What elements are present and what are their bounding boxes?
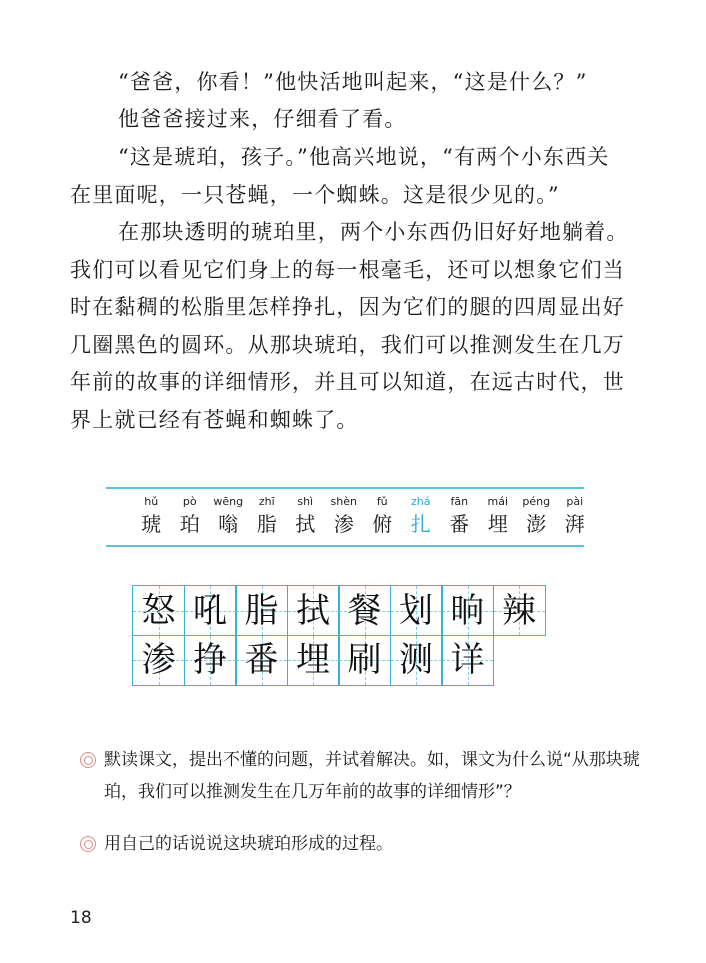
pinyin: mái xyxy=(487,495,508,508)
pinyin: péng xyxy=(522,495,551,508)
pinyin: wēng xyxy=(213,495,244,508)
pinyin: shì xyxy=(297,495,314,508)
hanzi: 扎 xyxy=(410,512,431,536)
hanzi: 拭 xyxy=(295,512,316,536)
pinyin-word xyxy=(171,495,210,537)
hanzi: 琥 xyxy=(141,512,162,536)
grid-cell xyxy=(287,585,340,636)
hanzi: 嗡 xyxy=(218,512,239,536)
pinyin-word xyxy=(363,495,402,537)
grid-cell xyxy=(132,585,185,636)
grid-cell xyxy=(441,585,494,636)
hanzi: 番 xyxy=(449,512,470,536)
exercise-1 xyxy=(80,744,640,808)
grid-character: 晌 xyxy=(450,590,485,631)
pinyin: fān xyxy=(450,495,469,508)
pinyin-word xyxy=(286,495,325,537)
pinyin-word xyxy=(132,495,171,537)
pinyin-word xyxy=(440,495,479,537)
hanzi: 湃 xyxy=(564,512,585,536)
grid-cell xyxy=(287,635,340,686)
hanzi: 澎 xyxy=(526,512,547,536)
paragraph-2: 他爸爸接过来，仔细看了看。 xyxy=(118,107,407,131)
grid-character: 挣 xyxy=(193,640,227,680)
writing-grid xyxy=(132,585,544,684)
paragraph-4: 在那块透明的琥珀里，两个小东西仍旧好好地躺着。我们可以看见它们身上的每一根毫毛，还可以想象它们当时在黏稠的松脂里怎样挣扎，因为它们的腿的四周显出好几圈黑色的圆环。从那块琥珀，我们可以推测发生在几万年前的故事的详细情形，并且可以知道，在远古时代，世界上就已经有苍蝇和蜘蛛了。 xyxy=(70,220,629,432)
grid-character: 脂 xyxy=(244,590,279,631)
circle-marker-icon xyxy=(80,836,96,852)
grid-character: 餐 xyxy=(347,590,382,631)
grid-character: 划 xyxy=(399,590,433,631)
grid-character: 刷 xyxy=(347,640,382,680)
pinyin-word xyxy=(209,495,248,537)
hanzi: 埋 xyxy=(487,512,508,536)
grid-cell xyxy=(338,635,391,686)
grid-cell xyxy=(235,585,288,636)
pinyin: pài xyxy=(566,495,584,508)
circle-marker-icon xyxy=(80,752,96,768)
top-divider xyxy=(106,487,584,489)
grid-cell xyxy=(184,585,237,636)
pinyin-word xyxy=(517,495,556,537)
exercise-2 xyxy=(80,828,640,860)
pinyin-word xyxy=(248,495,287,537)
grid-cell xyxy=(338,585,391,636)
grid-cell xyxy=(390,585,443,636)
grid-cell xyxy=(235,635,288,686)
new-words-pinyin-box xyxy=(106,487,584,547)
pinyin: shèn xyxy=(330,495,357,508)
hanzi: 珀 xyxy=(179,512,200,536)
pinyin: zhī xyxy=(258,495,275,508)
pinyin-word xyxy=(325,495,364,537)
pinyin-word-highlighted xyxy=(402,495,441,537)
pinyin-word xyxy=(556,495,595,537)
grid-cell xyxy=(132,635,185,686)
hanzi: 渗 xyxy=(333,512,354,536)
grid-character: 埋 xyxy=(296,640,330,680)
pinyin: zhá xyxy=(411,495,431,508)
grid-cell xyxy=(390,635,443,686)
hanzi: 脂 xyxy=(256,512,277,536)
exercise-text: 默读课文，提出不懂的问题，并试着解决。如，课文为什么说“从那块琥珀，我们可以推测发生在几万年前的故事的详细情形”？ xyxy=(104,750,640,802)
grid-character: 详 xyxy=(450,640,485,680)
paragraph-3: “这是琥珀，孩子。”他高兴地说，“有两个小东西关在里面呢，一只苍蝇，一个蜘蛛。这是很少见的。” xyxy=(70,145,610,207)
hanzi: 俯 xyxy=(372,512,393,536)
grid-cell xyxy=(184,635,237,686)
pinyin-word xyxy=(479,495,518,537)
grid-character: 拭 xyxy=(296,590,330,631)
paragraph-1: “爸爸，你看！”他快活地叫起来，“这是什么？” xyxy=(118,70,588,94)
grid-character: 辣 xyxy=(502,590,536,631)
pinyin: fǔ xyxy=(376,495,388,508)
grid-character: 番 xyxy=(244,640,279,680)
grid-row-2 xyxy=(132,635,544,685)
pinyin: hǔ xyxy=(144,495,159,508)
grid-character: 测 xyxy=(399,640,433,680)
grid-character: 怒 xyxy=(141,590,176,631)
grid-cell xyxy=(493,585,546,636)
grid-character: 吼 xyxy=(193,590,227,631)
grid-cell xyxy=(441,635,494,686)
pinyin-list xyxy=(132,495,594,537)
page-number: 18 xyxy=(70,908,92,928)
grid-character: 渗 xyxy=(141,640,176,680)
bottom-divider xyxy=(106,545,584,547)
grid-row-1 xyxy=(132,585,544,635)
pinyin: pò xyxy=(182,495,197,508)
exercise-text: 用自己的话说说这块琥珀形成的过程。 xyxy=(104,834,393,854)
